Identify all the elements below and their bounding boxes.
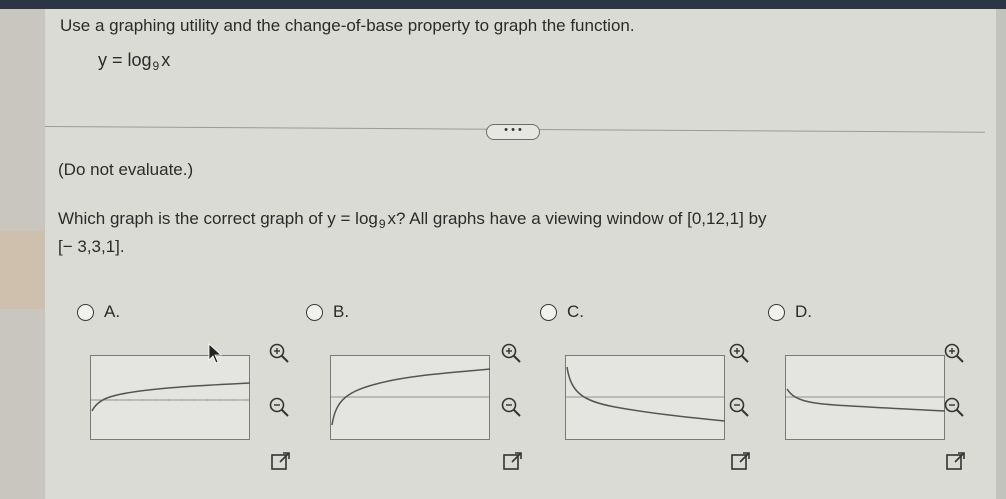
mouse-cursor-icon <box>208 343 224 365</box>
zoom-in-icon[interactable] <box>268 342 290 364</box>
zoom-in-icon[interactable] <box>500 342 522 364</box>
option-b[interactable] <box>306 300 349 324</box>
option-d-label: D. <box>795 302 812 321</box>
question-text: Which graph is the correct graph of $y = \log_9 x$? All graphs have a viewing window of [0,12,1] by <box>58 209 767 231</box>
right-margin <box>996 9 1006 499</box>
zoom-in-icon[interactable] <box>728 342 750 364</box>
option-c[interactable] <box>540 300 584 324</box>
graph-a <box>90 355 250 440</box>
function-expression: $y = \log_9 x$ <box>98 50 171 73</box>
question-text-window: [− 3,3,1]. <box>58 237 125 256</box>
expand-icon[interactable] <box>730 450 752 472</box>
note-text: (Do not evaluate.) <box>58 160 194 179</box>
left-margin <box>0 9 45 499</box>
option-a-label: A. <box>104 302 121 321</box>
instruction-text: Use a graphing utility and the change-of-base property to graph the function. <box>60 16 635 35</box>
graph-d <box>785 355 945 440</box>
radio-a[interactable] <box>77 304 94 321</box>
zoom-out-icon[interactable] <box>728 396 750 418</box>
zoom-out-icon[interactable] <box>500 396 522 418</box>
option-c-label: C. <box>567 302 584 321</box>
expand-icon[interactable] <box>945 450 967 472</box>
more-button[interactable]: • • • <box>486 124 540 140</box>
option-b-label: B. <box>333 302 350 321</box>
graph-b <box>330 355 490 440</box>
option-d[interactable] <box>768 300 812 324</box>
radio-d[interactable] <box>768 304 785 321</box>
radio-b[interactable] <box>306 304 323 321</box>
zoom-out-icon[interactable] <box>268 396 290 418</box>
radio-c[interactable] <box>540 304 557 321</box>
option-a[interactable] <box>77 300 120 324</box>
top-bar <box>0 0 1006 9</box>
zoom-in-icon[interactable] <box>943 342 965 364</box>
graph-c <box>565 355 725 440</box>
expand-icon[interactable] <box>270 450 292 472</box>
expand-icon[interactable] <box>502 450 524 472</box>
zoom-out-icon[interactable] <box>943 396 965 418</box>
